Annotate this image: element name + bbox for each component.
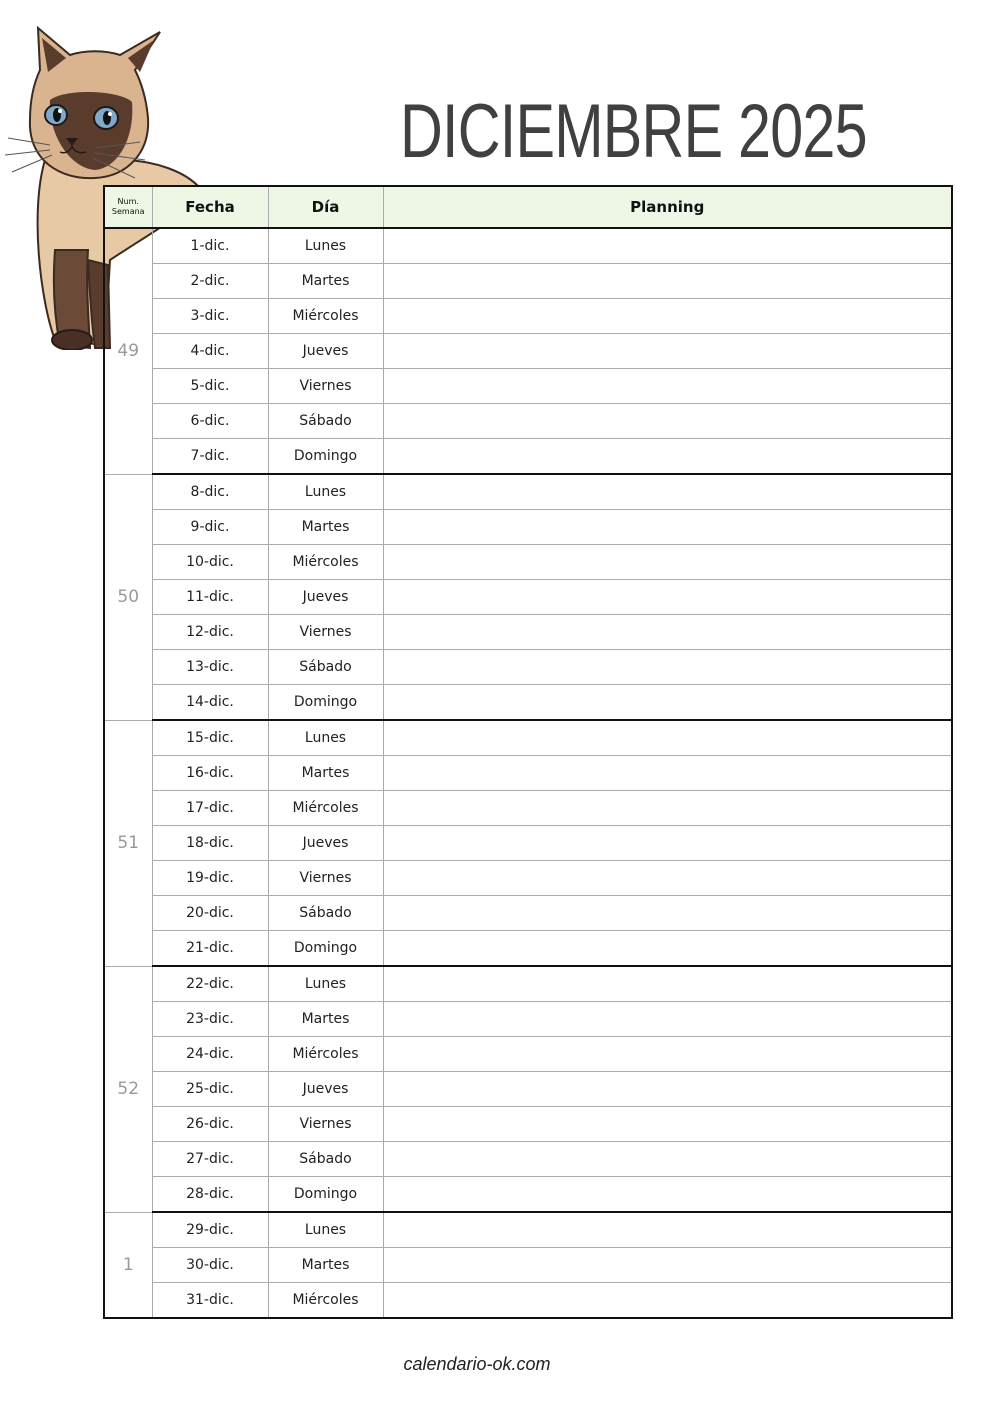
header-semana-label: Semana bbox=[111, 207, 145, 216]
weekday-cell: Jueves bbox=[268, 334, 383, 369]
date-cell: 23-dic. bbox=[152, 1002, 268, 1037]
date-cell: 19-dic. bbox=[152, 861, 268, 896]
date-cell: 6-dic. bbox=[152, 404, 268, 439]
header-week-number bbox=[104, 186, 152, 228]
weekday-cell: Miércoles bbox=[268, 791, 383, 826]
planning-cell[interactable] bbox=[383, 720, 952, 756]
planning-cell[interactable] bbox=[383, 791, 952, 826]
weekday-cell: Martes bbox=[268, 756, 383, 791]
planning-cell[interactable] bbox=[383, 439, 952, 475]
date-cell: 5-dic. bbox=[152, 369, 268, 404]
planning-cell[interactable] bbox=[383, 369, 952, 404]
planning-cell[interactable] bbox=[383, 1177, 952, 1213]
weekday-cell: Sábado bbox=[268, 1142, 383, 1177]
table-row bbox=[104, 826, 952, 861]
table-row bbox=[104, 510, 952, 545]
table-row bbox=[104, 299, 952, 334]
date-cell: 8-dic. bbox=[152, 474, 268, 510]
table-row bbox=[104, 545, 952, 580]
header-fecha: Fecha bbox=[152, 186, 268, 228]
weekday-cell: Sábado bbox=[268, 650, 383, 685]
weekday-cell: Sábado bbox=[268, 896, 383, 931]
date-cell: 14-dic. bbox=[152, 685, 268, 721]
weekday-cell: Viernes bbox=[268, 369, 383, 404]
week-number-cell: 51 bbox=[104, 720, 152, 966]
date-cell: 17-dic. bbox=[152, 791, 268, 826]
planning-cell[interactable] bbox=[383, 1142, 952, 1177]
planning-cell[interactable] bbox=[383, 1072, 952, 1107]
weekday-cell: Miércoles bbox=[268, 1037, 383, 1072]
table-row bbox=[104, 1002, 952, 1037]
weekday-cell: Sábado bbox=[268, 404, 383, 439]
weekday-cell: Martes bbox=[268, 1002, 383, 1037]
planning-cell[interactable] bbox=[383, 228, 952, 264]
table-row bbox=[104, 931, 952, 967]
table-row bbox=[104, 966, 952, 1002]
date-cell: 9-dic. bbox=[152, 510, 268, 545]
weekday-cell: Martes bbox=[268, 264, 383, 299]
planning-cell[interactable] bbox=[383, 650, 952, 685]
date-cell: 22-dic. bbox=[152, 966, 268, 1002]
page-title: DICIEMBRE 2025 bbox=[400, 89, 867, 174]
weekday-cell: Domingo bbox=[268, 685, 383, 721]
weekday-cell: Domingo bbox=[268, 931, 383, 967]
planning-cell[interactable] bbox=[383, 580, 952, 615]
table-row bbox=[104, 861, 952, 896]
date-cell: 10-dic. bbox=[152, 545, 268, 580]
weekday-cell: Domingo bbox=[268, 439, 383, 475]
weekday-cell: Viernes bbox=[268, 1107, 383, 1142]
planning-cell[interactable] bbox=[383, 1107, 952, 1142]
date-cell: 16-dic. bbox=[152, 756, 268, 791]
planning-cell[interactable] bbox=[383, 861, 952, 896]
date-cell: 31-dic. bbox=[152, 1283, 268, 1319]
date-cell: 3-dic. bbox=[152, 299, 268, 334]
weekday-cell: Domingo bbox=[268, 1177, 383, 1213]
weekday-cell: Jueves bbox=[268, 826, 383, 861]
week-number-cell: 1 bbox=[104, 1212, 152, 1318]
date-cell: 26-dic. bbox=[152, 1107, 268, 1142]
footer-site-name: calendario-ok.com bbox=[403, 1354, 551, 1374]
week-number-cell: 49 bbox=[104, 228, 152, 474]
table-row bbox=[104, 228, 952, 264]
weekday-cell: Miércoles bbox=[268, 1283, 383, 1319]
table-row bbox=[104, 404, 952, 439]
table-row bbox=[104, 334, 952, 369]
table-row bbox=[104, 1177, 952, 1213]
table-row bbox=[104, 1283, 952, 1319]
date-cell: 20-dic. bbox=[152, 896, 268, 931]
weekday-cell: Martes bbox=[268, 1248, 383, 1283]
planning-cell[interactable] bbox=[383, 545, 952, 580]
date-cell: 2-dic. bbox=[152, 264, 268, 299]
date-cell: 25-dic. bbox=[152, 1072, 268, 1107]
table-row bbox=[104, 1142, 952, 1177]
table-row bbox=[104, 650, 952, 685]
table-row bbox=[104, 791, 952, 826]
table-header-row bbox=[104, 186, 952, 228]
planning-cell[interactable] bbox=[383, 264, 952, 299]
weekday-cell: Jueves bbox=[268, 1072, 383, 1107]
weekday-cell: Viernes bbox=[268, 615, 383, 650]
planning-cell[interactable] bbox=[383, 334, 952, 369]
table-row bbox=[104, 685, 952, 721]
weekday-cell: Miércoles bbox=[268, 545, 383, 580]
table-row bbox=[104, 580, 952, 615]
header-dia: Día bbox=[268, 186, 383, 228]
table-row bbox=[104, 756, 952, 791]
table-row bbox=[104, 1037, 952, 1072]
table-row bbox=[104, 1107, 952, 1142]
date-cell: 7-dic. bbox=[152, 439, 268, 475]
date-cell: 11-dic. bbox=[152, 580, 268, 615]
table-row bbox=[104, 474, 952, 510]
weekday-cell: Martes bbox=[268, 510, 383, 545]
table-row bbox=[104, 720, 952, 756]
date-cell: 12-dic. bbox=[152, 615, 268, 650]
header-num-label: Num. bbox=[117, 197, 139, 206]
planning-cell[interactable] bbox=[383, 615, 952, 650]
date-cell: 1-dic. bbox=[152, 228, 268, 264]
planning-cell[interactable] bbox=[383, 966, 952, 1002]
date-cell: 30-dic. bbox=[152, 1248, 268, 1283]
planning-cell[interactable] bbox=[383, 1248, 952, 1283]
planner-table bbox=[103, 185, 953, 1319]
date-cell: 27-dic. bbox=[152, 1142, 268, 1177]
weekday-cell: Lunes bbox=[268, 474, 383, 510]
planning-cell[interactable] bbox=[383, 756, 952, 791]
week-number-cell: 52 bbox=[104, 966, 152, 1212]
weekday-cell: Jueves bbox=[268, 580, 383, 615]
planning-cell[interactable] bbox=[383, 685, 952, 721]
date-cell: 24-dic. bbox=[152, 1037, 268, 1072]
table-row bbox=[104, 615, 952, 650]
week-number-cell: 50 bbox=[104, 474, 152, 720]
date-cell: 13-dic. bbox=[152, 650, 268, 685]
weekday-cell: Miércoles bbox=[268, 299, 383, 334]
table-row bbox=[104, 264, 952, 299]
weekday-cell: Lunes bbox=[268, 228, 383, 264]
date-cell: 15-dic. bbox=[152, 720, 268, 756]
date-cell: 4-dic. bbox=[152, 334, 268, 369]
weekday-cell: Lunes bbox=[268, 720, 383, 756]
date-cell: 21-dic. bbox=[152, 931, 268, 967]
weekday-cell: Lunes bbox=[268, 1212, 383, 1248]
planning-cell[interactable] bbox=[383, 1002, 952, 1037]
table-row bbox=[104, 1072, 952, 1107]
weekday-cell: Viernes bbox=[268, 861, 383, 896]
date-cell: 29-dic. bbox=[152, 1212, 268, 1248]
planning-cell[interactable] bbox=[383, 931, 952, 967]
table-row bbox=[104, 439, 952, 475]
planning-cell[interactable] bbox=[383, 404, 952, 439]
planning-cell[interactable] bbox=[383, 1037, 952, 1072]
planning-cell[interactable] bbox=[383, 1283, 952, 1319]
planning-cell[interactable] bbox=[383, 299, 952, 334]
planning-cell[interactable] bbox=[383, 510, 952, 545]
table-row bbox=[104, 369, 952, 404]
planning-cell[interactable] bbox=[383, 826, 952, 861]
planning-cell[interactable] bbox=[383, 1212, 952, 1248]
table-row bbox=[104, 1212, 952, 1248]
planning-cell[interactable] bbox=[383, 474, 952, 510]
table-row bbox=[104, 1248, 952, 1283]
weekday-cell: Lunes bbox=[268, 966, 383, 1002]
date-cell: 18-dic. bbox=[152, 826, 268, 861]
date-cell: 28-dic. bbox=[152, 1177, 268, 1213]
planning-cell[interactable] bbox=[383, 896, 952, 931]
header-planning: Planning bbox=[383, 186, 952, 228]
table-row bbox=[104, 896, 952, 931]
